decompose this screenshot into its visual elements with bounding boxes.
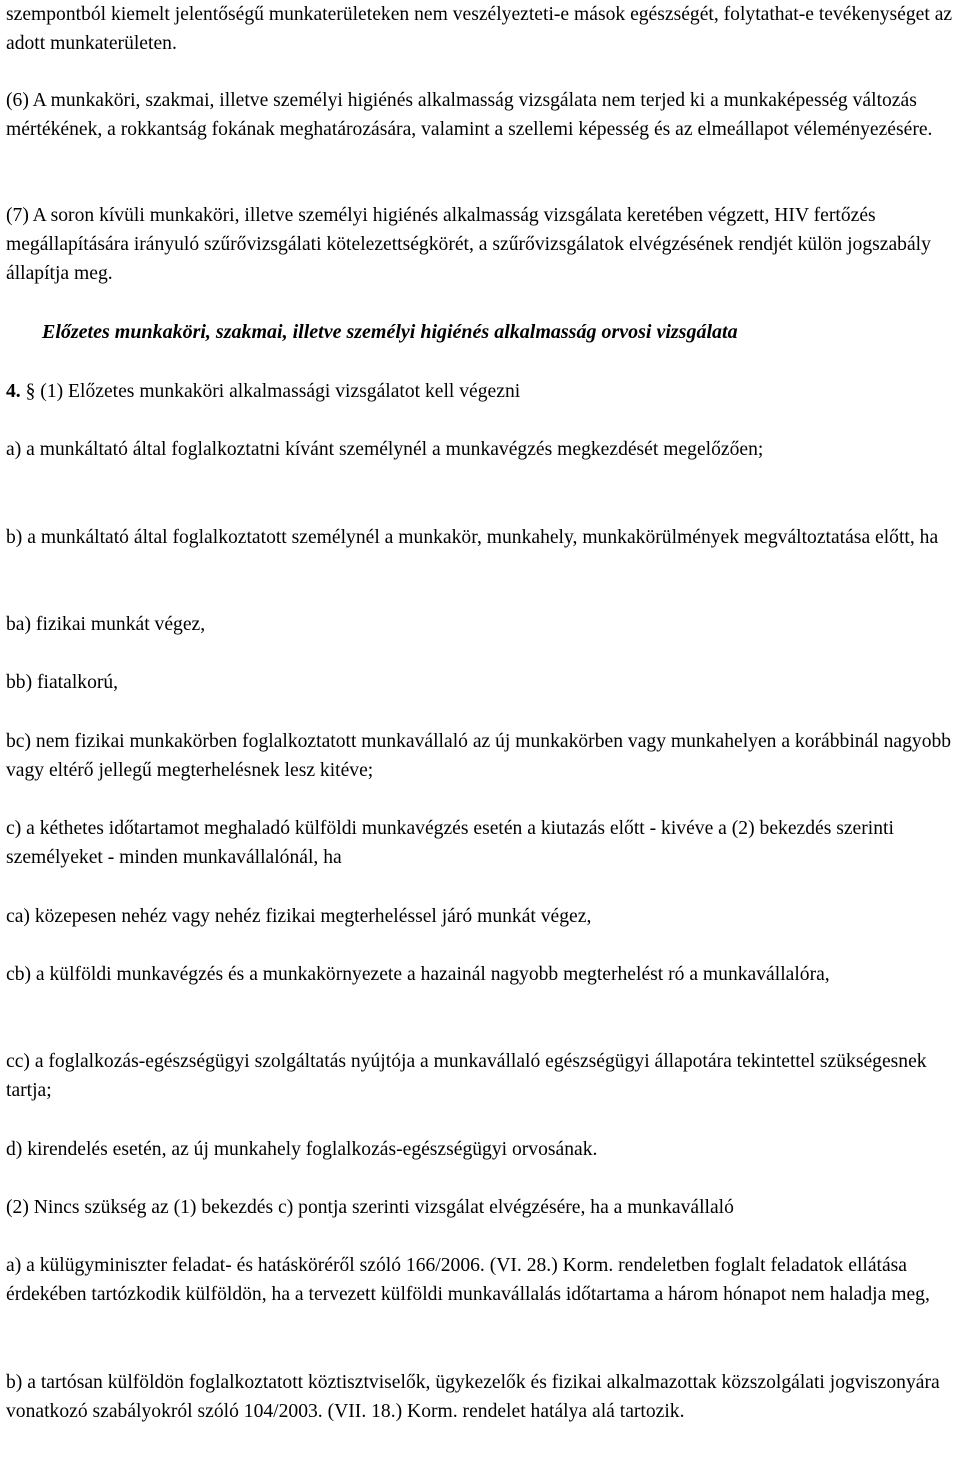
section-intro-text: § (1) Előzetes munkaköri alkalmassági vizsgálatot kell végezni bbox=[25, 381, 521, 402]
paragraph-6: (6) A munkaköri, szakmai, illetve személyi higiénés alkalmasság vizsgálata nem terjed ki a munkaképesség változás mértékének, a rokkantság fokának meghatározására, valamint a szellemi képesség és az elmeállapot véleményezésére. bbox=[6, 90, 933, 140]
item-bc: bc) nem fizikai munkakörben foglalkoztatott munkavállaló az új munkakörben vagy munkahelyen a korábbinál nagyobb vagy eltérő jellegű megterhelésnek lesz kitéve; bbox=[6, 731, 952, 781]
section-4-intro bbox=[6, 377, 956, 406]
section-number: 4. bbox=[6, 381, 21, 402]
item-cb: cb) a külföldi munkavégzés és a munkakörnyezete a hazainál nagyobb megterhelést ró a munkavállalóra, bbox=[6, 964, 830, 985]
section-heading: Előzetes munkaköri, szakmai, illetve személyi higiénés alkalmasság orvosi vizsgálata bbox=[42, 321, 738, 343]
item-a: a) a munkáltató által foglalkoztatni kívánt személynél a munkavégzés megkezdését megelőzően; bbox=[6, 439, 764, 460]
item-cc: cc) a foglalkozás-egészségügyi szolgáltatás nyújtója a munkavállaló egészségügyi állapotára tekintettel szükségesnek tartja; bbox=[6, 1051, 927, 1101]
item-d: d) kirendelés esetén, az új munkahely foglalkozás-egészségügyi orvosának. bbox=[6, 1139, 598, 1160]
item-ba: ba) fizikai munkát végez, bbox=[6, 614, 206, 635]
item-b: b) a munkáltató által foglalkoztatott személynél a munkakör, munkahely, munkakörülmények megváltoztatása előtt, ha bbox=[6, 527, 939, 548]
item-c: c) a kéthetes időtartamot meghaladó külföldi munkavégzés esetén a kiutazás előtt - kivéve a (2) bekezdés szerinti személyeket - minden munkavállalónál, ha bbox=[6, 818, 894, 868]
paragraph-continuation: szempontból kiemelt jelentőségű munkaterületeken nem veszélyezteti-e mások egészségét, folytathat-e tevékenységet az adott munkaterületen. bbox=[6, 4, 953, 54]
item-2b: b) a tartósan külföldön foglalkoztatott köztisztviselők, ügykezelők és fizikai alkalmazottak közszolgálati jogviszonyára vonatkozó szabályokról szóló 104/2003. (VII. 18.) Korm. rendelet hatálya alá tartozik. bbox=[6, 1372, 940, 1422]
paragraph-2: (2) Nincs szükség az (1) bekezdés c) pontja szerinti vizsgálat elvégzésére, ha a munkavállaló bbox=[6, 1197, 734, 1218]
paragraph-7: (7) A soron kívüli munkaköri, illetve személyi higiénés alkalmasság vizsgálata keretében végzett, HIV fertőzés megállapítására irányuló szűrővizsgálati kötelezettségkörét, a szűrővizsgálatok elvégzésének rendjét külön jogszabály állapítja meg. bbox=[6, 205, 931, 284]
item-2a: a) a külügyminiszter feladat- és hatásköréről szóló 166/2006. (VI. 28.) Korm. rendeletben foglalt feladatok ellátása érdekében tartózkodik külföldön, ha a tervezett külföldi munkavállalás időtartama a három hónapot nem haladja meg, bbox=[6, 1255, 930, 1305]
item-bb: bb) fiatalkorú, bbox=[6, 672, 119, 693]
item-ca: ca) közepesen nehéz vagy nehéz fizikai megterheléssel járó munkát végez, bbox=[6, 906, 592, 927]
